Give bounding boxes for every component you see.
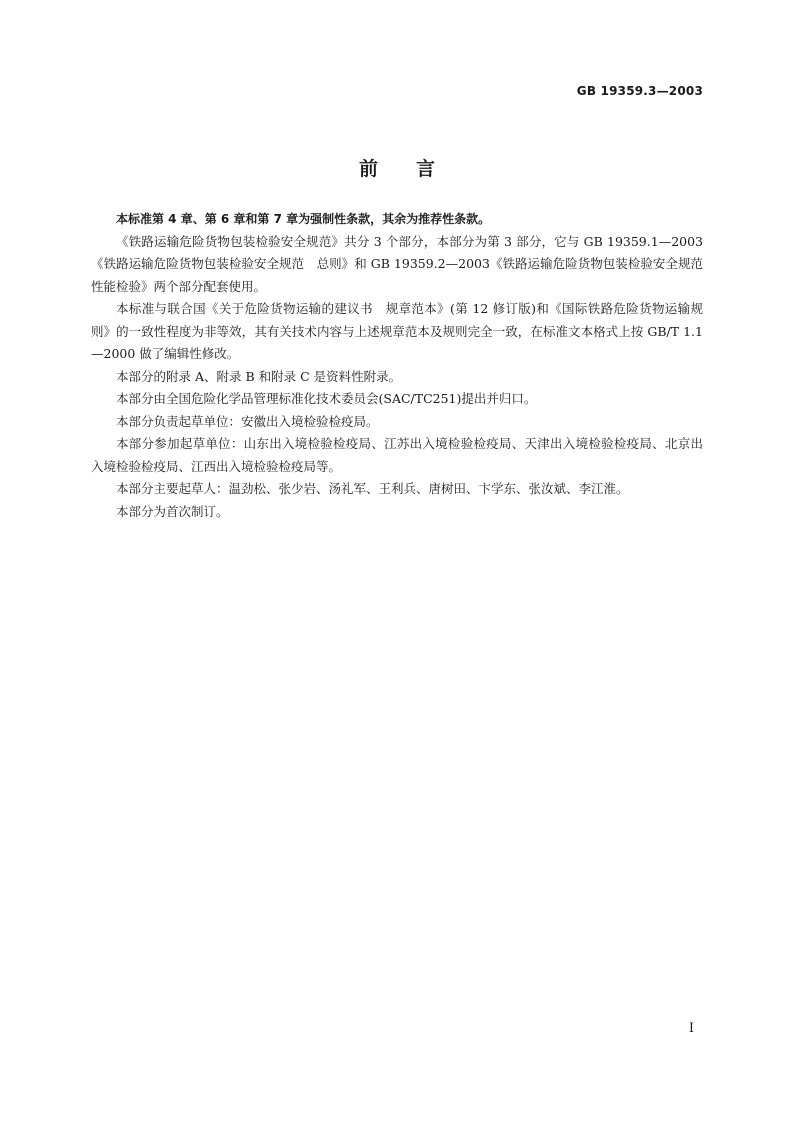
- paragraph-mandatory-clauses: 本标准第 4 章、第 6 章和第 7 章为强制性条款，其余为推荐性条款。: [116, 212, 491, 226]
- paragraph-parts: 《铁路运输危险货物包装检验安全规范》共分 3 个部分，本部分为第 3 部分，它与 GB 19359.1—2003《铁路运输危险货物包装检验安全规范 总则》和 GB 19359.2—2003《铁路运输危险货物包装检验安全规范 性能检验》两个部分配套使用。: [91, 233, 716, 294]
- paragraph-annexes: 本部分的附录 A、附录 B 和附录 C 是资料性附录。: [116, 368, 402, 384]
- paragraph-lead-drafter: 本部分负责起草单位：安徽出入境检验检疫局。: [116, 413, 379, 429]
- foreword-body: [91, 208, 716, 523]
- paragraph-consistency: 本标准与联合国《关于危险货物运输的建议书 规章范本》(第 12 修订版)和《国际铁路危险货物运输规则》的一致性程度为非等效，其有关技术内容与上述规章范本及规则完全一致，在标准文本格式上按 GB/T 1.1—2000 做了编辑性修改。: [91, 301, 703, 361]
- document-code: GB 19359.3—2003: [576, 84, 703, 98]
- paragraph-proposer: 本部分由全国危险化学品管理标准化技术委员会(SAC/TC251)提出并归口。: [116, 391, 537, 406]
- page-title: 前言: [358, 158, 473, 180]
- paragraph-participating-drafters: 本部分参加起草单位：山东出入境检验检疫局、江苏出入境检验检疫局、天津出入境检验检疫局、北京出入境检验检疫局、江西出入境检验检疫局等。: [91, 436, 703, 474]
- page-number: I: [688, 1021, 694, 1036]
- paragraph-main-drafters: 本部分主要起草人：温劲松、张少岩、汤礼军、王利兵、唐树田、卞学东、张汝斌、李江淮。: [116, 481, 629, 496]
- paragraph-first-edition: 本部分为首次制订。: [116, 503, 229, 519]
